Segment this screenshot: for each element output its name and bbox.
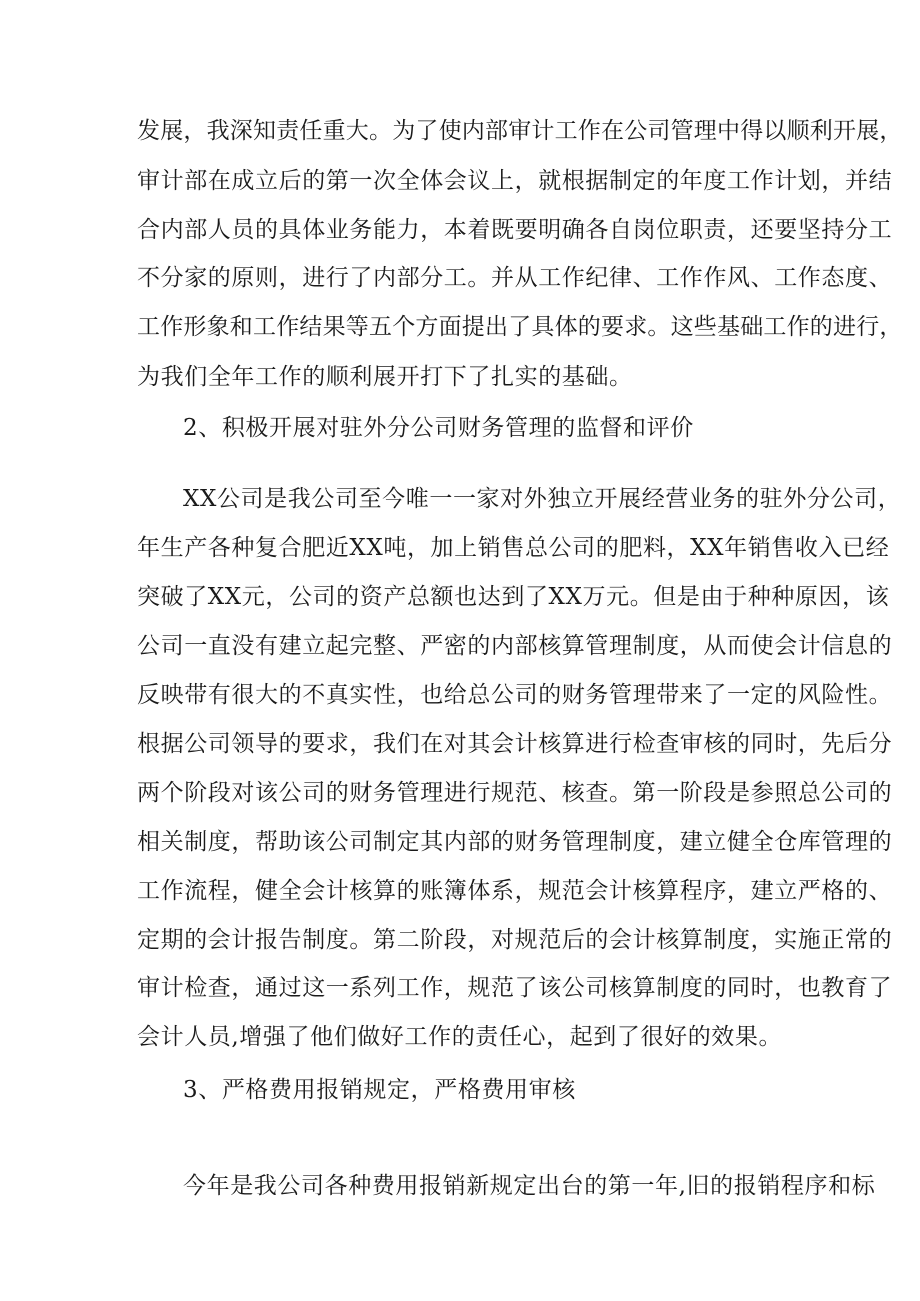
section-heading: 2、积极开展对驻外分公司财务管理的监督和评价 <box>183 415 694 441</box>
paragraph-line: 工作流程，健全会计核算的账簿体系，规范会计核算程序，建立严格的、 <box>137 878 893 904</box>
paragraph-line: 工作形象和工作结果等五个方面提出了具体的要求。这些基础工作的进行， <box>137 314 903 340</box>
paragraph-line: 年生产各种复合肥近XX吨，加上销售总公司的肥料，XX年销售收入已经 <box>137 535 890 561</box>
paragraph-line: 不分家的原则，进行了内部分工。并从工作纪律、工作作风、工作态度、 <box>137 265 893 291</box>
paragraph-line: 合内部人员的具体业务能力，本着既要明确各自岗位职责，还要坚持分工 <box>137 217 893 243</box>
paragraph-line: 相关制度，帮助该公司制定其内部的财务管理制度，建立健全仓库管理的 <box>137 829 893 855</box>
paragraph-line: 两个阶段对该公司的财务管理进行规范、核查。第一阶段是参照总公司的 <box>137 780 893 806</box>
paragraph-line: XX公司是我公司至今唯一一家对外独立开展经营业务的驻外分公司， <box>183 486 902 512</box>
paragraph-line: 为我们全年工作的顺利展开打下了扎实的基础。 <box>137 364 633 390</box>
section-heading: 3、严格费用报销规定，严格费用审核 <box>183 1077 576 1103</box>
paragraph-line: 今年是我公司各种费用报销新规定出台的第一年,旧的报销程序和标 <box>183 1173 876 1199</box>
paragraph-line: 突破了XX元，公司的资产总额也达到了XX万元。但是由于种种原因，该 <box>137 584 890 610</box>
paragraph-line: 反映带有很大的不真实性，也给总公司的财务管理带来了一定的风险性。 <box>137 682 893 708</box>
paragraph-line: 根据公司领导的要求，我们在对其会计核算进行检查审核的同时，先后分 <box>137 731 893 757</box>
paragraph-line: 发展，我深知责任重大。为了使内部审计工作在公司管理中得以顺利开展， <box>137 118 903 144</box>
paragraph-line: 审计部在成立后的第一次全体会议上，就根据制定的年度工作计划，并结 <box>137 168 893 194</box>
paragraph-line: 定期的会计报告制度。第二阶段，对规范后的会计核算制度，实施正常的 <box>137 927 893 953</box>
paragraph-line: 公司一直没有建立起完整、严密的内部核算管理制度，从而使会计信息的 <box>137 633 893 659</box>
paragraph-line: 审计检查，通过这一系列工作，规范了该公司核算制度的同时，也教育了 <box>137 975 893 1001</box>
paragraph-line: 会计人员,增强了他们做好工作的责任心，起到了很好的效果。 <box>137 1024 783 1050</box>
